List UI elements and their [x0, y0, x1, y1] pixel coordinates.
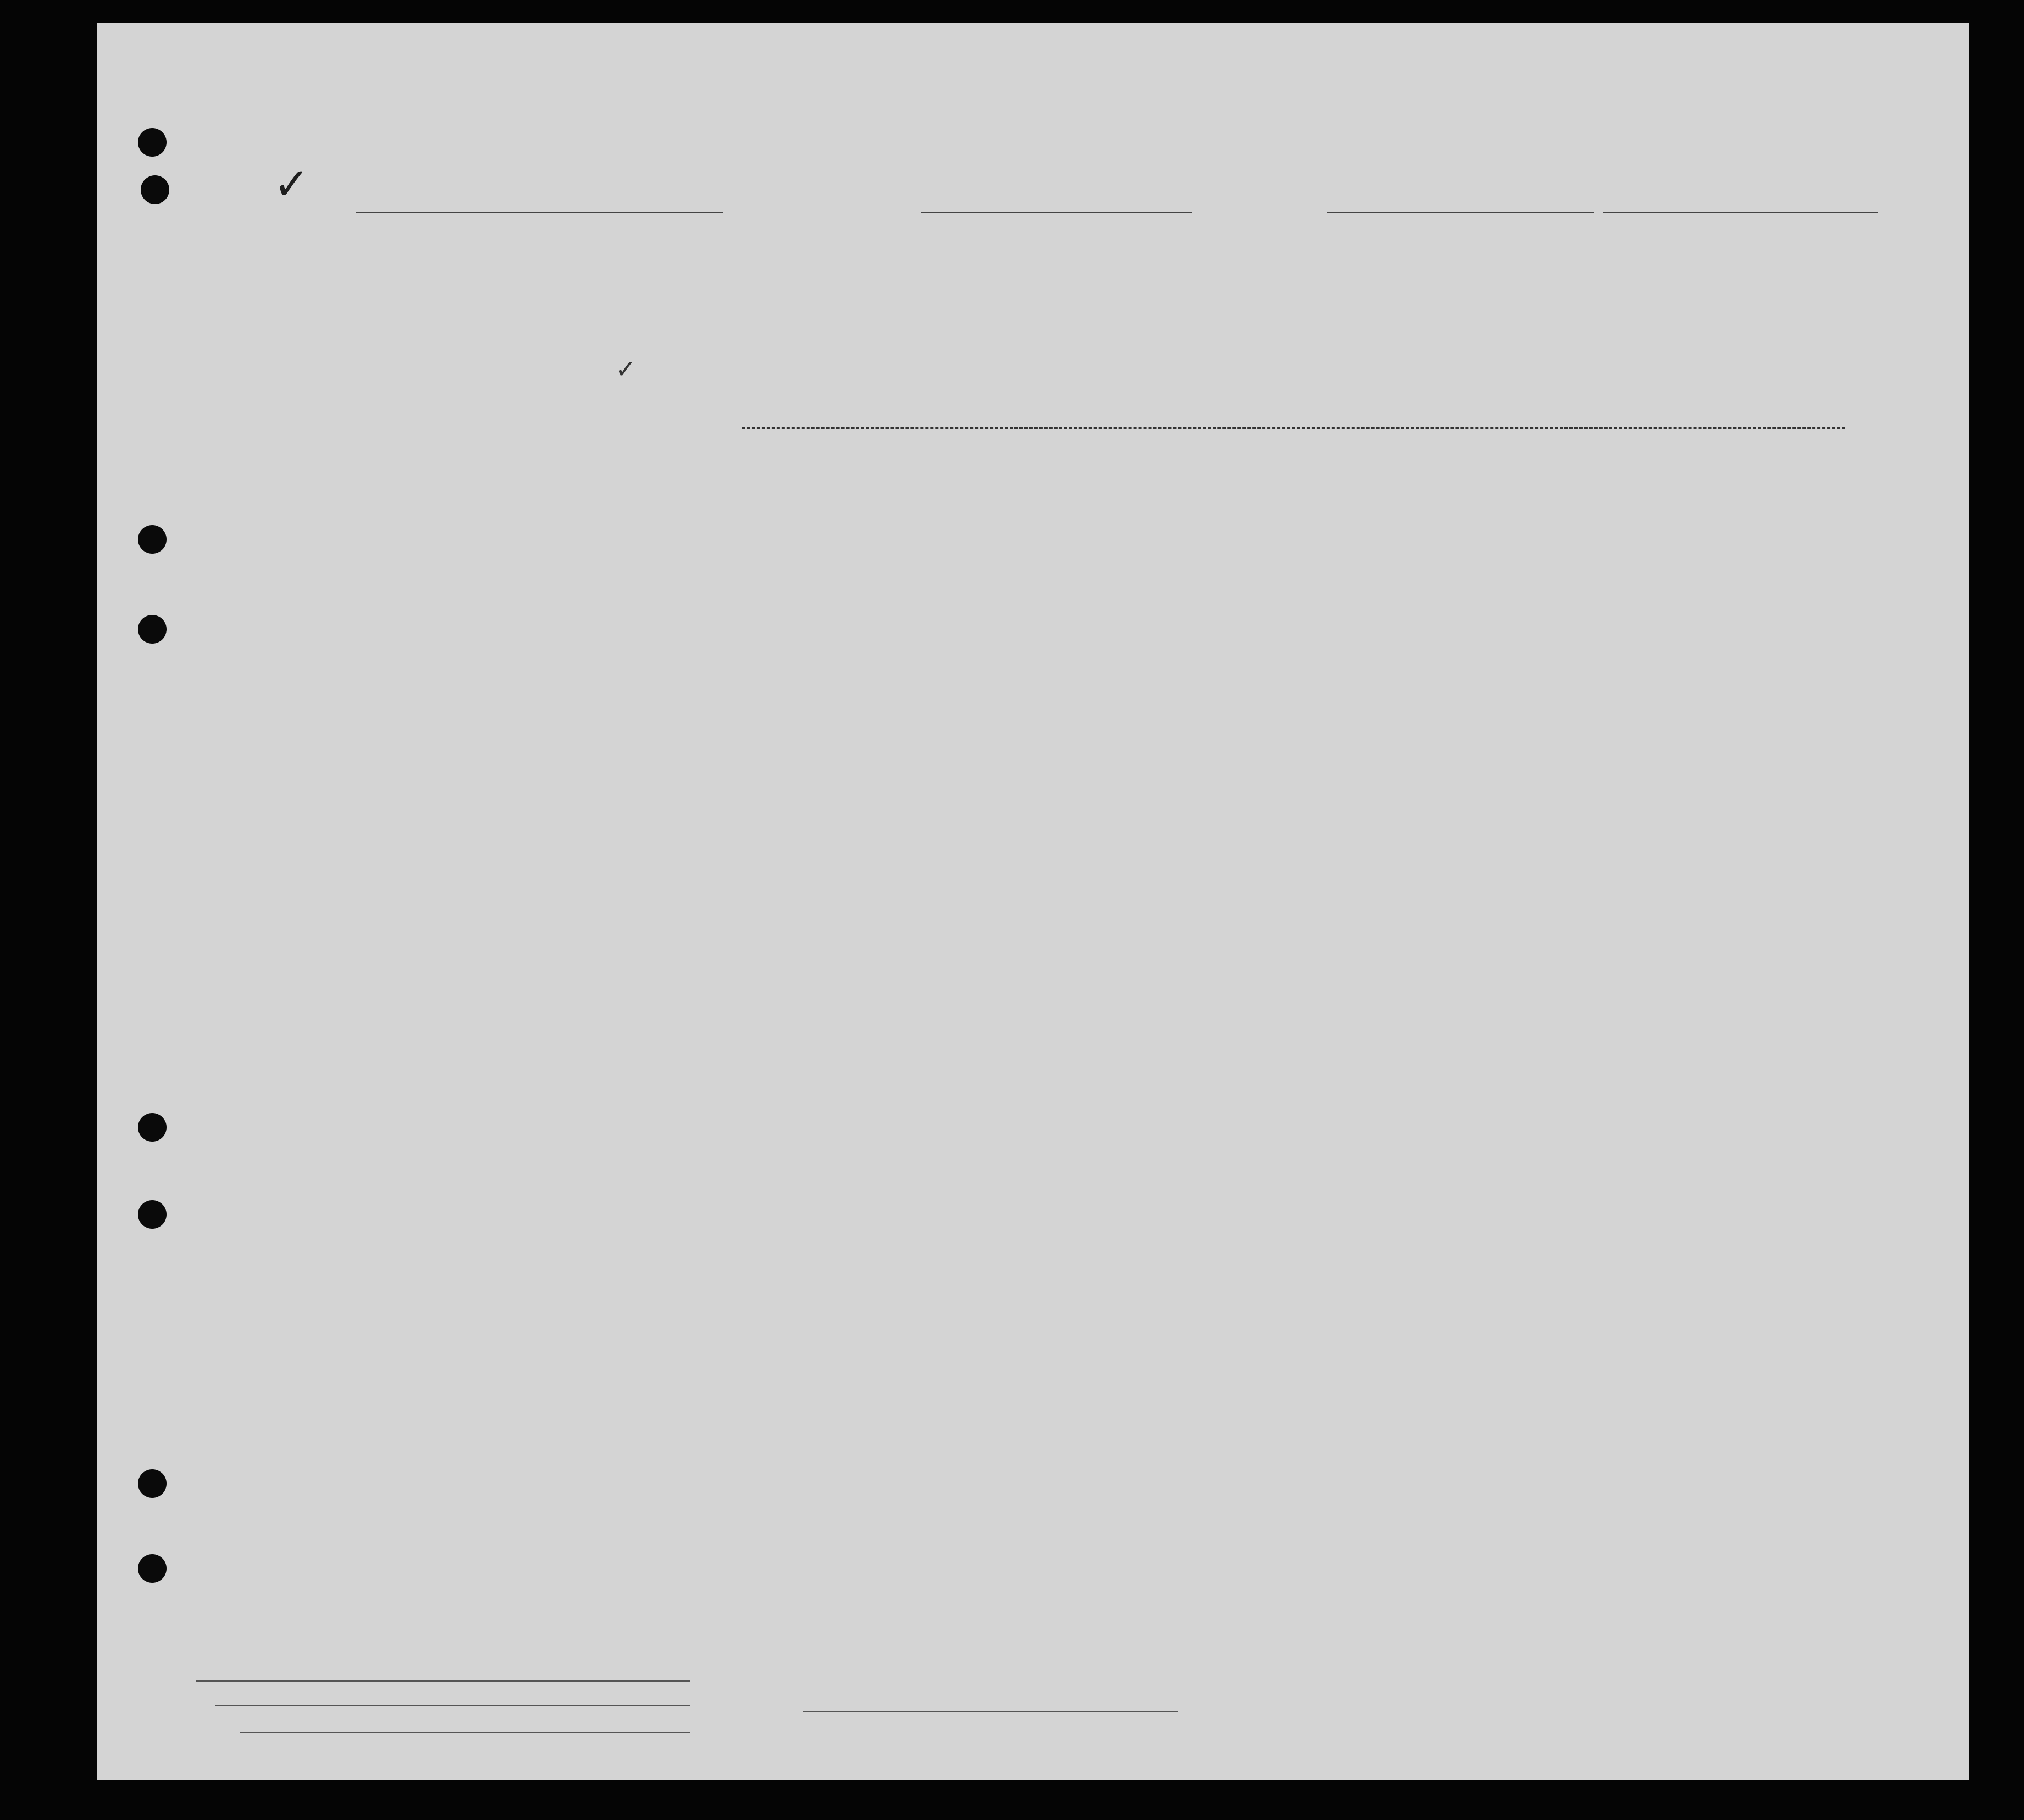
punch-hole — [138, 525, 167, 554]
punch-hole — [138, 128, 167, 157]
manifest-grid — [97, 23, 1969, 1780]
punch-hole — [141, 175, 169, 204]
punch-hole — [138, 1200, 167, 1229]
check-mark-icon: ✓ — [615, 354, 637, 384]
punch-hole — [138, 1113, 167, 1142]
punch-hole — [138, 1469, 167, 1498]
check-mark-icon: ✓ — [273, 158, 311, 210]
punch-hole — [138, 1554, 167, 1583]
manifest-sheet — [97, 23, 1969, 1780]
punch-hole — [138, 615, 167, 644]
